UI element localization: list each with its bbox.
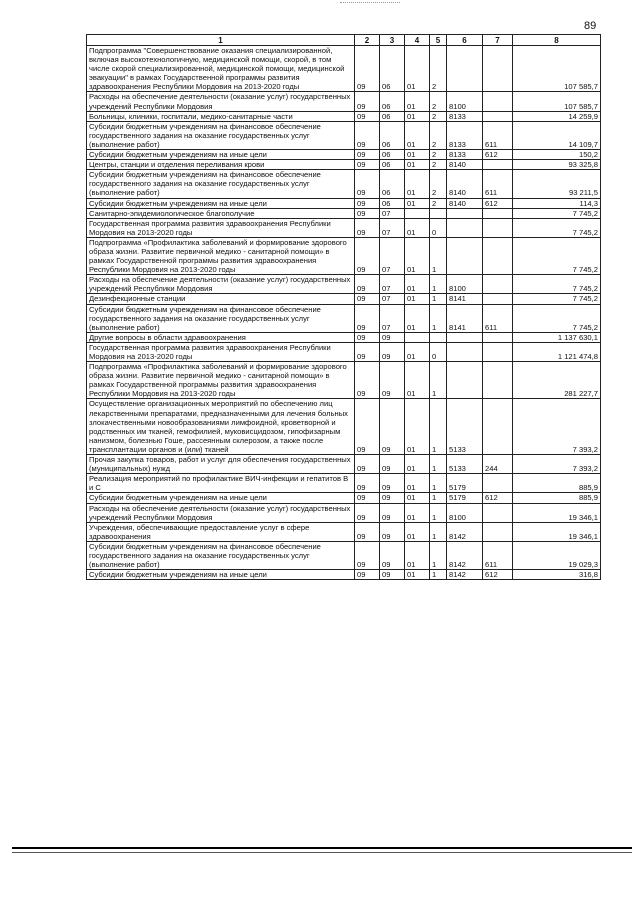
table-row xyxy=(87,342,601,361)
row-code-subprogram-cell: 1 xyxy=(430,503,447,522)
row-code-subprogram-cell: 2 xyxy=(430,198,447,208)
row-code-expense-type-cell: 611 xyxy=(483,121,513,149)
row-amount-cell: 7 745,2 xyxy=(513,237,601,274)
table-row xyxy=(87,522,601,541)
row-code-expense-type-cell: 612 xyxy=(483,570,513,580)
row-code-expense-type-cell xyxy=(483,208,513,218)
row-code-subsection-cell: 07 xyxy=(380,208,405,218)
row-code-subprogram-cell: 2 xyxy=(430,46,447,92)
table-row xyxy=(87,399,601,455)
row-code-program-cell: 01 xyxy=(405,46,430,92)
row-code-article-cell xyxy=(447,342,483,361)
row-code-subsection-cell: 09 xyxy=(380,342,405,361)
row-code-subprogram-cell: 2 xyxy=(430,160,447,170)
row-amount-cell: 150,2 xyxy=(513,150,601,160)
row-code-article-cell: 8141 xyxy=(447,304,483,332)
table-row xyxy=(87,208,601,218)
row-code-expense-type-cell: 612 xyxy=(483,198,513,208)
row-code-article-cell: 8133 xyxy=(447,111,483,121)
row-name-cell: Субсидии бюджетным учреждениям на финансовое обеспечение государственного задания на оказание государственных услуг (выполнение работ) xyxy=(87,304,355,332)
row-code-article-cell: 8140 xyxy=(447,170,483,198)
row-code-expense-type-cell xyxy=(483,522,513,541)
row-name-cell: Субсидии бюджетным учреждениям на иные цели xyxy=(87,493,355,503)
row-code-subsection-cell: 09 xyxy=(380,493,405,503)
row-name-cell: Прочая закупка товаров, работ и услуг для обеспечения государственных (муниципальных) нужд xyxy=(87,455,355,474)
row-name-cell: Подпрограмма «Профилактика заболеваний и формирование здорового образа жизни. Развитие первичной медико - санитарной помощи» в рамках Государственной программы развития здравоохранения Республики Мордовия на 2013-2020 годы xyxy=(87,362,355,399)
row-code-program-cell: 01 xyxy=(405,111,430,121)
row-code-subsection-cell: 06 xyxy=(380,121,405,149)
row-code-article-cell: 8140 xyxy=(447,160,483,170)
row-code-article-cell xyxy=(447,237,483,274)
row-code-section-cell: 09 xyxy=(355,455,380,474)
table-row xyxy=(87,46,601,92)
row-name-cell: Реализация мероприятий по профилактике ВИЧ-инфекции и гепатитов B и C xyxy=(87,474,355,493)
row-code-expense-type-cell: 244 xyxy=(483,455,513,474)
row-code-article-cell: 8100 xyxy=(447,92,483,111)
row-code-section-cell: 09 xyxy=(355,46,380,92)
table-row xyxy=(87,493,601,503)
row-code-section-cell: 09 xyxy=(355,474,380,493)
row-amount-cell: 93 325,8 xyxy=(513,160,601,170)
row-code-article-cell: 8142 xyxy=(447,541,483,569)
row-amount-cell: 107 585,7 xyxy=(513,46,601,92)
row-code-section-cell: 09 xyxy=(355,570,380,580)
row-code-expense-type-cell xyxy=(483,399,513,455)
row-name-cell: Государственная программа развития здравоохранения Республики Мордовия на 2013-2020 годы xyxy=(87,218,355,237)
row-code-section-cell: 09 xyxy=(355,121,380,149)
row-code-article-cell xyxy=(447,46,483,92)
row-name-cell: Центры, станции и отделения переливания крови xyxy=(87,160,355,170)
row-code-article-cell: 5179 xyxy=(447,493,483,503)
table-row xyxy=(87,111,601,121)
row-code-subprogram-cell: 1 xyxy=(430,570,447,580)
row-code-expense-type-cell xyxy=(483,111,513,121)
row-amount-cell: 1 137 630,1 xyxy=(513,332,601,342)
header-cell-7: 7 xyxy=(483,35,513,46)
row-name-cell: Субсидии бюджетным учреждениям на финансовое обеспечение государственного задания на оказание государственных услуг (выполнение работ) xyxy=(87,541,355,569)
row-code-subsection-cell: 06 xyxy=(380,46,405,92)
table-row xyxy=(87,237,601,274)
row-name-cell: Субсидии бюджетным учреждениям на иные цели xyxy=(87,570,355,580)
page-bottom-rule xyxy=(12,847,632,849)
row-name-cell: Учреждения, обеспечивающие предоставление услуг в сфере здравоохранения xyxy=(87,522,355,541)
row-code-subprogram-cell: 1 xyxy=(430,294,447,304)
row-code-subsection-cell: 09 xyxy=(380,503,405,522)
row-name-cell: Субсидии бюджетным учреждениям на иные цели xyxy=(87,150,355,160)
row-name-cell: Субсидии бюджетным учреждениям на финансовое обеспечение государственного задания на оказание государственных услуг (выполнение работ) xyxy=(87,121,355,149)
table-row xyxy=(87,541,601,569)
row-code-subsection-cell: 07 xyxy=(380,275,405,294)
row-code-program-cell: 01 xyxy=(405,92,430,111)
table-row xyxy=(87,332,601,342)
row-code-program-cell: 01 xyxy=(405,522,430,541)
row-code-section-cell: 09 xyxy=(355,503,380,522)
row-amount-cell: 281 227,7 xyxy=(513,362,601,399)
table-row xyxy=(87,150,601,160)
row-code-subsection-cell: 09 xyxy=(380,474,405,493)
row-code-program-cell: 01 xyxy=(405,570,430,580)
row-code-subprogram-cell: 1 xyxy=(430,275,447,294)
header-cell-1: 1 xyxy=(87,35,355,46)
row-code-section-cell: 09 xyxy=(355,92,380,111)
row-code-subsection-cell: 07 xyxy=(380,237,405,274)
row-code-section-cell: 09 xyxy=(355,332,380,342)
row-code-section-cell: 09 xyxy=(355,275,380,294)
row-code-subprogram-cell: 1 xyxy=(430,237,447,274)
row-code-expense-type-cell: 611 xyxy=(483,304,513,332)
page-number: 89 xyxy=(584,20,597,32)
page-bottom-rule-thin xyxy=(12,852,632,853)
row-code-subsection-cell: 09 xyxy=(380,332,405,342)
row-code-subsection-cell: 09 xyxy=(380,455,405,474)
row-code-section-cell: 09 xyxy=(355,362,380,399)
row-amount-cell: 7 745,2 xyxy=(513,218,601,237)
row-name-cell: Санитарно-эпидемиологическое благополучие xyxy=(87,208,355,218)
row-code-program-cell: 01 xyxy=(405,294,430,304)
row-code-article-cell xyxy=(447,362,483,399)
row-code-section-cell: 09 xyxy=(355,111,380,121)
row-code-article-cell: 8140 xyxy=(447,198,483,208)
row-name-cell: Государственная программа развития здравоохранения Республики Мордовия на 2013-2020 годы xyxy=(87,342,355,361)
row-code-subsection-cell: 06 xyxy=(380,150,405,160)
row-code-subprogram-cell: 2 xyxy=(430,150,447,160)
row-code-expense-type-cell xyxy=(483,160,513,170)
row-amount-cell: 7 745,2 xyxy=(513,275,601,294)
row-code-program-cell: 01 xyxy=(405,541,430,569)
row-code-program-cell: 01 xyxy=(405,121,430,149)
row-code-subsection-cell: 06 xyxy=(380,170,405,198)
row-amount-cell: 14 259,9 xyxy=(513,111,601,121)
row-code-subprogram-cell xyxy=(430,332,447,342)
row-code-subprogram-cell: 1 xyxy=(430,522,447,541)
row-name-cell: Подпрограмма "Совершенствование оказания специализированной, включая высокотехнологичную, медицинской помощи, скорой, в том числе скорой специализированной, медицинской помощи, медицинской эвакуации" в рамках Государственной программы развития здравоохранения Республики Мордовия на 2013-2020 годы xyxy=(87,46,355,92)
row-code-program-cell: 01 xyxy=(405,493,430,503)
table-row xyxy=(87,121,601,149)
scan-artifact xyxy=(340,2,400,7)
row-code-subprogram-cell: 1 xyxy=(430,304,447,332)
row-code-program-cell: 01 xyxy=(405,237,430,274)
row-code-subprogram-cell: 1 xyxy=(430,455,447,474)
row-code-section-cell: 09 xyxy=(355,304,380,332)
row-code-subprogram-cell: 1 xyxy=(430,474,447,493)
row-code-subprogram-cell: 0 xyxy=(430,218,447,237)
row-code-section-cell: 09 xyxy=(355,342,380,361)
row-code-program-cell xyxy=(405,208,430,218)
row-code-expense-type-cell: 612 xyxy=(483,493,513,503)
row-name-cell: Подпрограмма «Профилактика заболеваний и формирование здорового образа жизни. Развитие первичной медико - санитарной помощи» в рамках Государственной программы развития здравоохранения Республики Мордовия на 2013-2020 годы xyxy=(87,237,355,274)
row-code-program-cell: 01 xyxy=(405,170,430,198)
row-code-expense-type-cell xyxy=(483,294,513,304)
table-body xyxy=(87,46,601,580)
row-code-program-cell: 01 xyxy=(405,160,430,170)
row-code-subsection-cell: 09 xyxy=(380,522,405,541)
row-code-section-cell: 09 xyxy=(355,218,380,237)
row-amount-cell: 114,3 xyxy=(513,198,601,208)
row-code-subsection-cell: 09 xyxy=(380,541,405,569)
row-amount-cell: 885,9 xyxy=(513,474,601,493)
row-code-article-cell xyxy=(447,208,483,218)
row-code-article-cell: 5133 xyxy=(447,399,483,455)
row-code-section-cell: 09 xyxy=(355,294,380,304)
row-code-program-cell: 01 xyxy=(405,198,430,208)
row-name-cell: Расходы на обеспечение деятельности (оказание услуг) государственных учреждений Республики Мордовия xyxy=(87,503,355,522)
table-row xyxy=(87,198,601,208)
row-name-cell: Субсидии бюджетным учреждениям на финансовое обеспечение государственного задания на оказание государственных услуг (выполнение работ) xyxy=(87,170,355,198)
row-code-program-cell: 01 xyxy=(405,474,430,493)
row-code-expense-type-cell: 611 xyxy=(483,170,513,198)
row-code-expense-type-cell xyxy=(483,92,513,111)
row-code-subprogram-cell: 1 xyxy=(430,493,447,503)
row-amount-cell: 7 745,2 xyxy=(513,294,601,304)
row-code-article-cell xyxy=(447,332,483,342)
row-amount-cell: 19 346,1 xyxy=(513,522,601,541)
row-code-program-cell: 01 xyxy=(405,304,430,332)
row-code-article-cell: 8100 xyxy=(447,503,483,522)
row-code-expense-type-cell xyxy=(483,503,513,522)
row-name-cell: Осуществление организационных мероприятий по обеспечению лиц лекарственными препаратами, предназначенными для лечения больных злокачественными новообразованиями лимфоидной, кроветворной и родственных им тканей, гемофилией, муковисцидозом, гипофизарным нанизмом, болезнью Гоше, рассеянным склерозом, а также после трансплантации органов и (или) тканей xyxy=(87,399,355,455)
row-code-section-cell: 09 xyxy=(355,237,380,274)
row-name-cell: Расходы на обеспечение деятельности (оказание услуг) государственных учреждений Республики Мордовия xyxy=(87,275,355,294)
row-code-expense-type-cell xyxy=(483,46,513,92)
row-code-expense-type-cell: 611 xyxy=(483,541,513,569)
row-code-expense-type-cell xyxy=(483,474,513,493)
row-code-subprogram-cell: 2 xyxy=(430,170,447,198)
budget-table xyxy=(86,34,601,580)
row-amount-cell: 14 109,7 xyxy=(513,121,601,149)
row-code-article-cell: 8141 xyxy=(447,294,483,304)
row-code-subprogram-cell: 0 xyxy=(430,342,447,361)
row-code-subprogram-cell: 2 xyxy=(430,121,447,149)
row-name-cell: Дезинфекционные станции xyxy=(87,294,355,304)
row-code-article-cell: 8100 xyxy=(447,275,483,294)
row-code-program-cell: 01 xyxy=(405,150,430,160)
header-cell-4: 4 xyxy=(405,35,430,46)
header-cell-5: 5 xyxy=(430,35,447,46)
row-code-program-cell: 01 xyxy=(405,275,430,294)
row-code-subsection-cell: 09 xyxy=(380,362,405,399)
row-code-article-cell: 5179 xyxy=(447,474,483,493)
row-code-expense-type-cell xyxy=(483,362,513,399)
row-code-section-cell: 09 xyxy=(355,160,380,170)
row-code-subsection-cell: 07 xyxy=(380,218,405,237)
row-code-subsection-cell: 09 xyxy=(380,570,405,580)
row-code-article-cell: 8142 xyxy=(447,570,483,580)
row-code-subprogram-cell: 2 xyxy=(430,111,447,121)
row-code-article-cell: 5133 xyxy=(447,455,483,474)
row-code-section-cell: 09 xyxy=(355,170,380,198)
row-amount-cell: 7 393,2 xyxy=(513,455,601,474)
row-code-subprogram-cell xyxy=(430,208,447,218)
row-code-subprogram-cell: 2 xyxy=(430,92,447,111)
row-code-program-cell: 01 xyxy=(405,503,430,522)
row-code-subsection-cell: 06 xyxy=(380,111,405,121)
row-name-cell: Больницы, клиники, госпитали, медико-санитарные части xyxy=(87,111,355,121)
row-code-article-cell: 8133 xyxy=(447,150,483,160)
row-code-program-cell: 01 xyxy=(405,342,430,361)
row-code-subsection-cell: 07 xyxy=(380,294,405,304)
header-cell-3: 3 xyxy=(380,35,405,46)
table-header-row xyxy=(87,35,601,46)
row-code-expense-type-cell: 612 xyxy=(483,150,513,160)
row-code-subsection-cell: 06 xyxy=(380,92,405,111)
row-code-expense-type-cell xyxy=(483,332,513,342)
header-cell-8: 8 xyxy=(513,35,601,46)
row-code-article-cell xyxy=(447,218,483,237)
row-code-expense-type-cell xyxy=(483,218,513,237)
row-code-subsection-cell: 09 xyxy=(380,399,405,455)
row-amount-cell: 19 346,1 xyxy=(513,503,601,522)
row-code-section-cell: 09 xyxy=(355,541,380,569)
table-row xyxy=(87,160,601,170)
table-row xyxy=(87,218,601,237)
row-code-subprogram-cell: 1 xyxy=(430,362,447,399)
row-amount-cell: 107 585,7 xyxy=(513,92,601,111)
row-name-cell: Субсидии бюджетным учреждениям на иные цели xyxy=(87,198,355,208)
row-code-program-cell xyxy=(405,332,430,342)
row-amount-cell: 7 393,2 xyxy=(513,399,601,455)
header-cell-6: 6 xyxy=(447,35,483,46)
table-row xyxy=(87,170,601,198)
row-amount-cell: 7 745,2 xyxy=(513,208,601,218)
table-row xyxy=(87,503,601,522)
row-name-cell: Другие вопросы в области здравоохранения xyxy=(87,332,355,342)
row-code-subsection-cell: 07 xyxy=(380,304,405,332)
row-code-section-cell: 09 xyxy=(355,493,380,503)
row-code-expense-type-cell xyxy=(483,237,513,274)
row-code-section-cell: 09 xyxy=(355,150,380,160)
row-amount-cell: 885,9 xyxy=(513,493,601,503)
row-name-cell: Расходы на обеспечение деятельности (оказание услуг) государственных учреждений Республики Мордовия xyxy=(87,92,355,111)
row-code-section-cell: 09 xyxy=(355,399,380,455)
table-row xyxy=(87,362,601,399)
row-code-program-cell: 01 xyxy=(405,362,430,399)
row-code-subsection-cell: 06 xyxy=(380,198,405,208)
row-amount-cell: 93 211,5 xyxy=(513,170,601,198)
table-row xyxy=(87,455,601,474)
row-amount-cell: 7 745,2 xyxy=(513,304,601,332)
row-code-expense-type-cell xyxy=(483,342,513,361)
table-row xyxy=(87,474,601,493)
table-row xyxy=(87,304,601,332)
row-code-subprogram-cell: 1 xyxy=(430,541,447,569)
row-amount-cell: 316,8 xyxy=(513,570,601,580)
row-code-article-cell: 8133 xyxy=(447,121,483,149)
row-code-subsection-cell: 06 xyxy=(380,160,405,170)
row-code-section-cell: 09 xyxy=(355,198,380,208)
row-code-section-cell: 09 xyxy=(355,208,380,218)
table-row xyxy=(87,92,601,111)
row-code-article-cell: 8142 xyxy=(447,522,483,541)
table-row xyxy=(87,294,601,304)
table-row xyxy=(87,275,601,294)
row-amount-cell: 1 121 474,8 xyxy=(513,342,601,361)
header-cell-2: 2 xyxy=(355,35,380,46)
row-code-subprogram-cell: 1 xyxy=(430,399,447,455)
row-code-program-cell: 01 xyxy=(405,218,430,237)
row-amount-cell: 19 029,3 xyxy=(513,541,601,569)
row-code-program-cell: 01 xyxy=(405,399,430,455)
table-row xyxy=(87,570,601,580)
row-code-expense-type-cell xyxy=(483,275,513,294)
row-code-program-cell: 01 xyxy=(405,455,430,474)
row-code-section-cell: 09 xyxy=(355,522,380,541)
